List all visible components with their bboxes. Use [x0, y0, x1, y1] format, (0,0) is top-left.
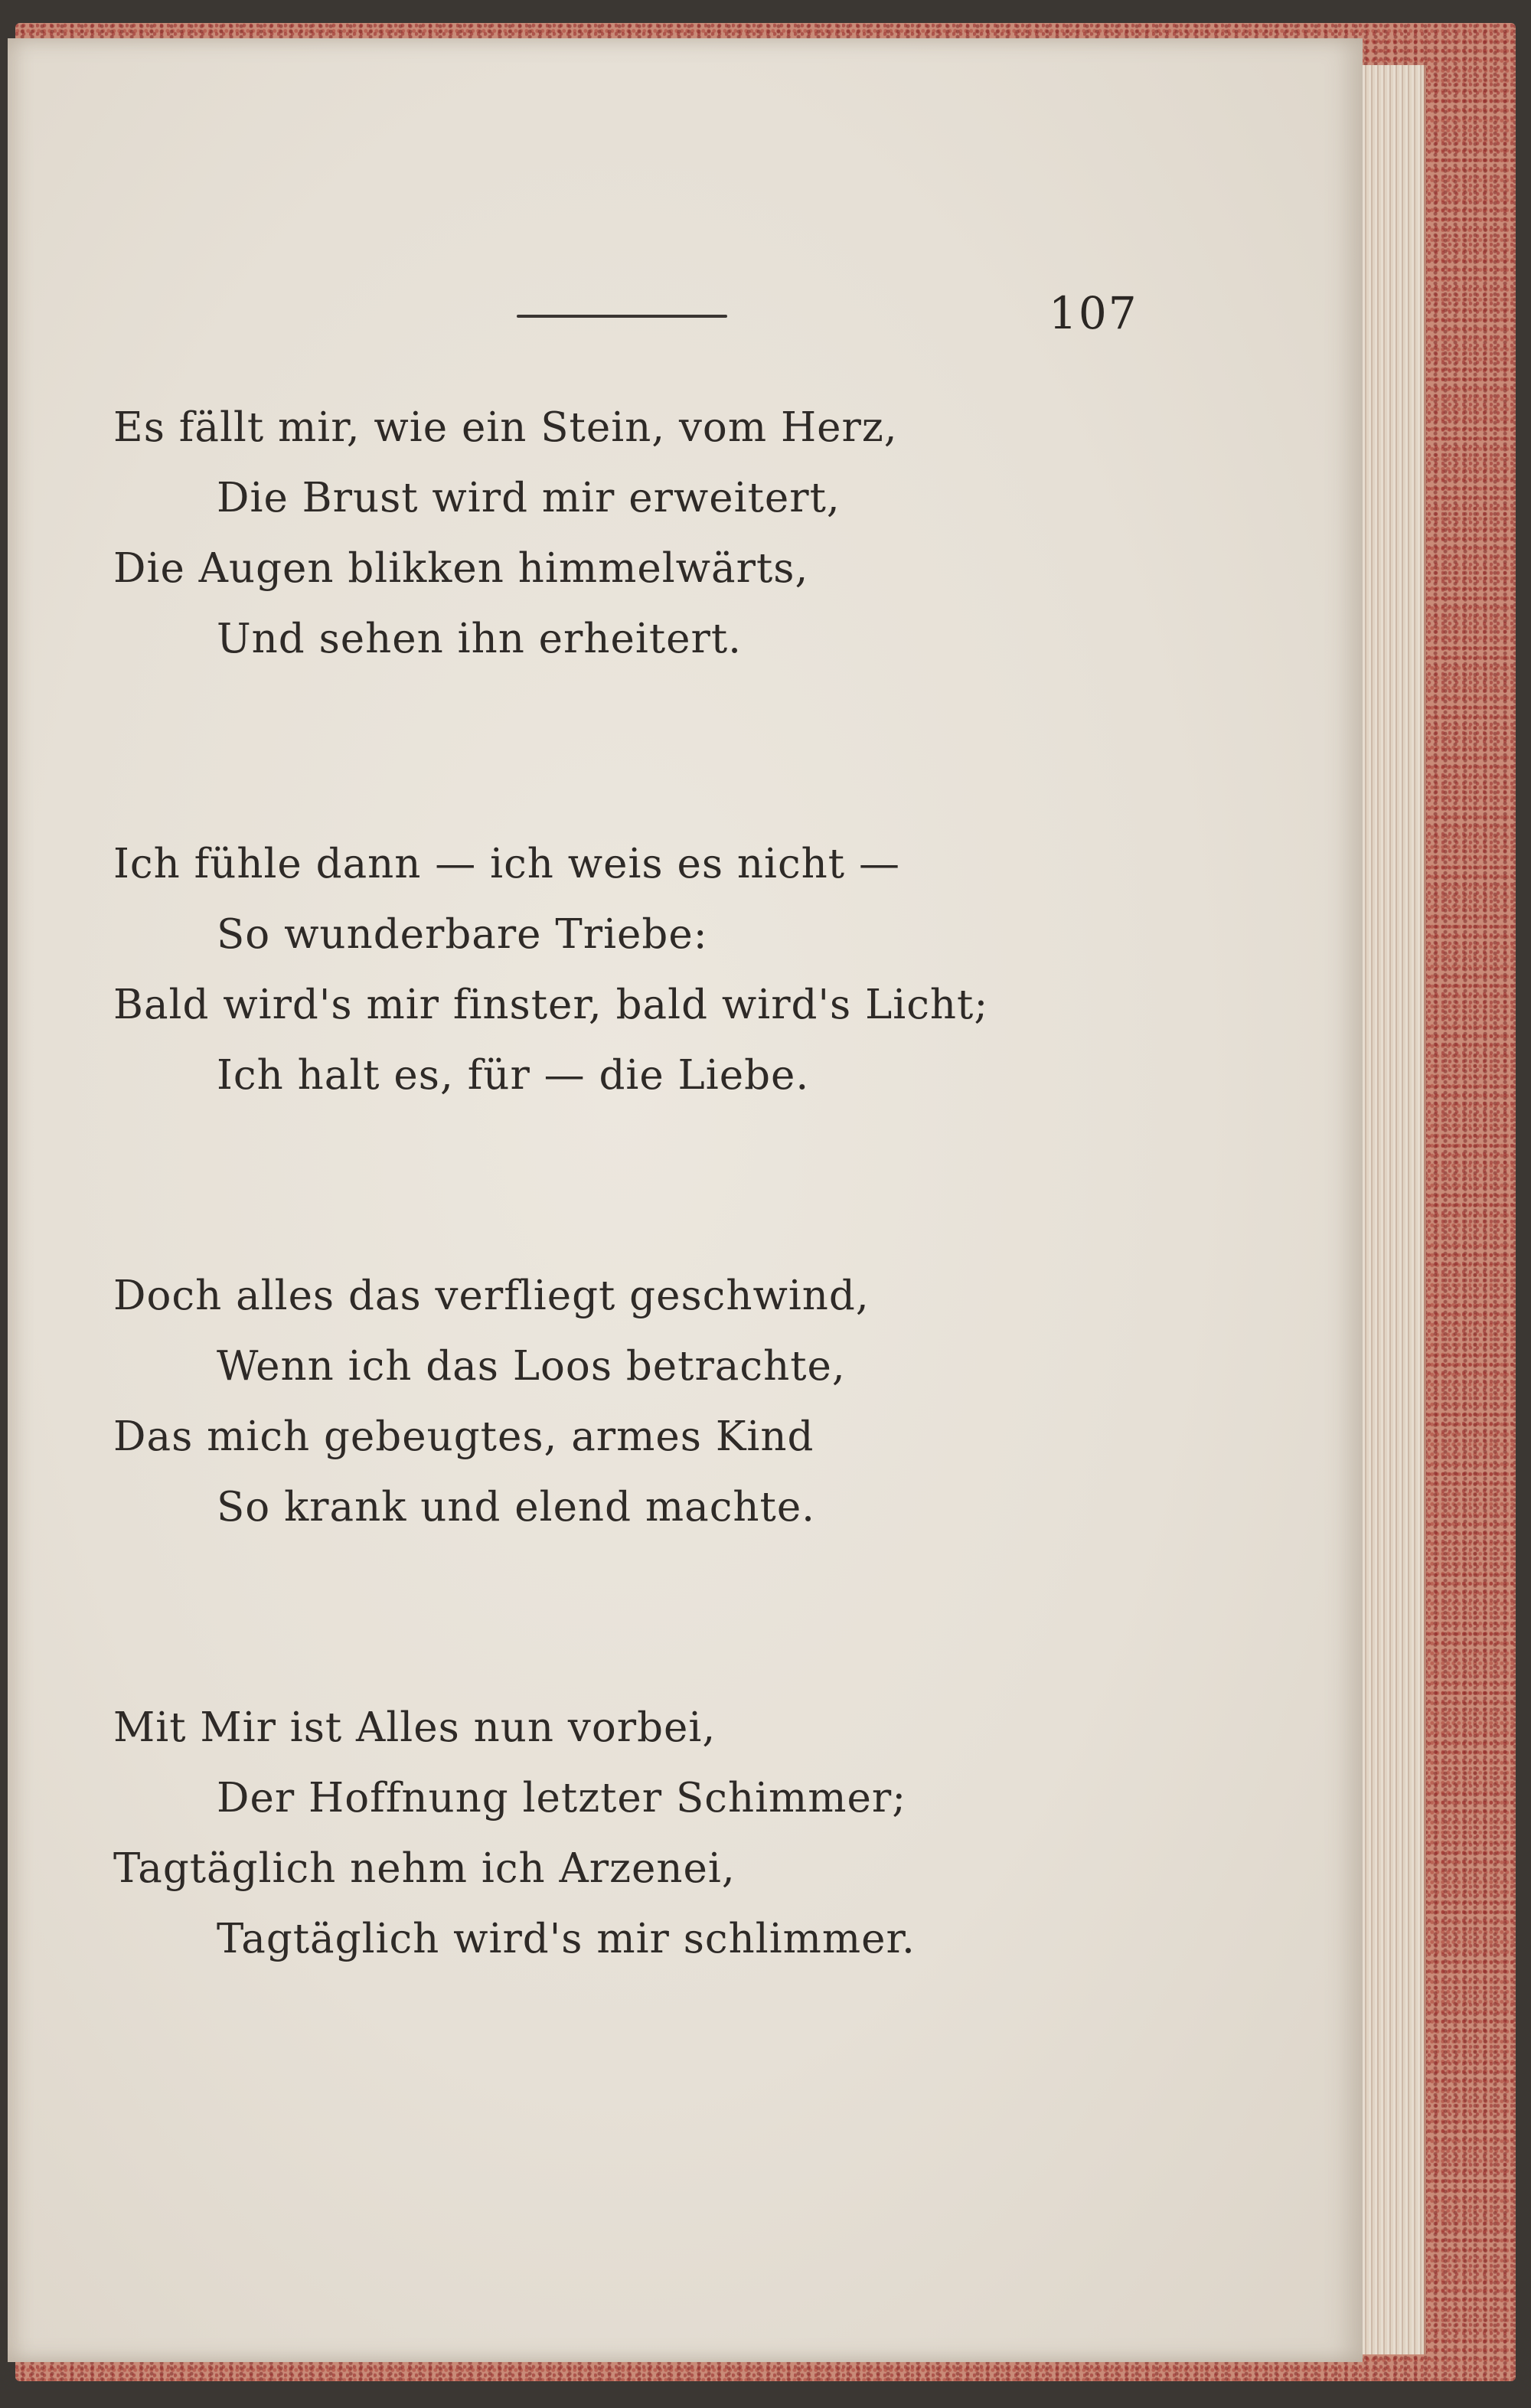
stanza-4-line-2: Der Hoffnung letzter Schimmer;: [217, 1775, 907, 1822]
header-rule: [517, 315, 727, 318]
stanza-2-line-3: Bald wird's mir finster, bald wird's Licht;: [113, 982, 989, 1028]
stanza-4-line-3: Tagtäglich nehm ich Arzenei,: [113, 1845, 736, 1892]
stanza-4-line-4: Tagtäglich wird's mir schlimmer.: [217, 1916, 916, 1962]
stanza-3-line-1: Doch alles das verfliegt geschwind,: [113, 1273, 870, 1319]
stanza-1-line-2: Die Brust wird mir erweitert,: [217, 475, 841, 521]
stanza-3-line-3: Das mich gebeugtes, armes Kind: [113, 1413, 814, 1460]
stanza-3-line-2: Wenn ich das Loos betrachte,: [217, 1343, 846, 1390]
stanza-3-line-4: So krank und elend machte.: [217, 1484, 816, 1531]
book-page: [8, 38, 1363, 2362]
page-number: 107: [1049, 287, 1138, 339]
stanza-1-line-1: Es fällt mir, wie ein Stein, vom Herz,: [113, 404, 898, 451]
stanza-1-line-3: Die Augen blikken himmelwärts,: [113, 545, 809, 592]
stanza-2-line-4: Ich halt es, für — die Liebe.: [217, 1052, 810, 1099]
stanza-1-line-4: Und sehen ihn erheitert.: [217, 616, 742, 662]
stanza-2-line-2: So wunderbare Triebe:: [217, 911, 708, 958]
stanza-2-line-1: Ich fühle dann — ich weis es nicht —: [113, 841, 900, 887]
stanza-4-line-1: Mit Mir ist Alles nun vorbei,: [113, 1704, 717, 1751]
